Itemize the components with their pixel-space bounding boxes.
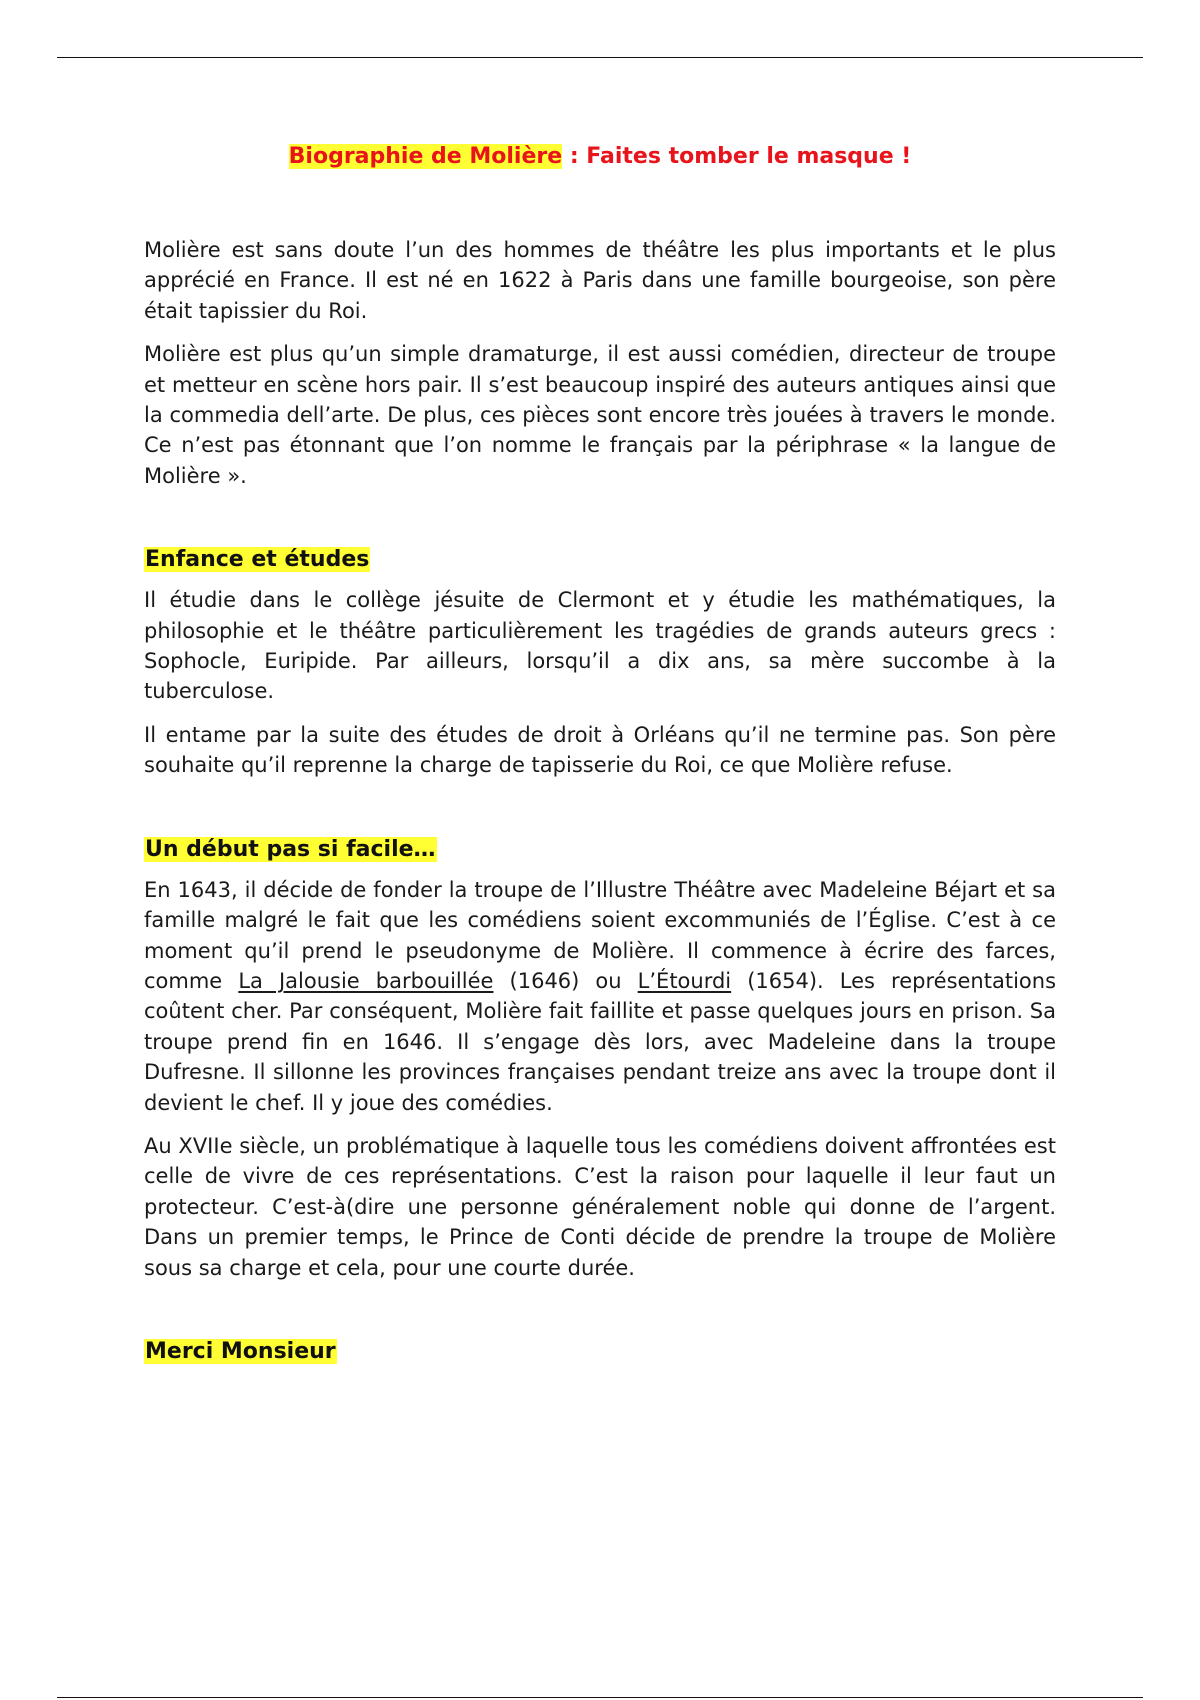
debut-paragraph-2: Au XVIIe siècle, un problématique à laquelle tous les comédiens doivent affrontées est celle de vivre de ces représentations. C’est la raison pour laquelle il leur faut un protecteur. C’est-à(dire une personne généralement noble qui donne de l’argent. Dans un premier temps, le Prince de Conti décide de prendre la troupe de Molière sous sa charge et cela, pour une courte durée. [144, 1133, 1056, 1280]
work-title-jalousie: La Jalousie barbouillée [238, 968, 494, 993]
page-title-highlight: Biographie de Molière [288, 144, 563, 169]
page-title-subtitle: : Faites tomber le masque ! [562, 144, 912, 169]
section-heading-debut-text: Un début pas si facile… [145, 836, 436, 862]
section-heading-enfance [144, 545, 1056, 575]
page-title [0, 142, 1200, 172]
header-rule [57, 57, 1143, 58]
debut-paragraph-1-part-c: (1654). Les représentations coûtent cher. Par conséquent, Molière fait faillite et passe quelques jours en prison. Sa troupe prend fin en 1646. Il s’engage dès lors, avec Madeleine dans la troupe Dufresne. Il sillonne les provinces françaises pendant treize ans avec la troupe dont il devient le chef. Il y joue des comédies. [144, 968, 1057, 1115]
debut-paragraph-1-part-b: (1646) ou [493, 968, 638, 993]
enfance-paragraph-1: Il étudie dans le collège jésuite de Clermont et y étudie les mathématiques, la philosophie et le théâtre particulièrement les tragédies de grands auteurs grecs : Sophocle, Euripide. Par ailleurs, lorsqu’il a dix ans, sa mère succombe à la tuberculose. [144, 588, 1056, 704]
debut-paragraph-1 [144, 875, 1056, 1118]
enfance-paragraph-2: Il entame par la suite des études de droit à Orléans qu’il ne termine pas. Son père souhaite qu’il reprenne la charge de tapisserie du Roi, ce que Molière refuse. [144, 722, 1056, 778]
work-title-etourdi: L’Étourdi [637, 968, 732, 993]
intro-paragraph-1: Molière est sans doute l’un des hommes de théâtre les plus importants et le plus apprécié en France. Il est né en 1622 à Paris dans une famille bourgeoise, son père était tapissier du Roi. [144, 238, 1056, 323]
section-heading-enfance-text: Enfance et études [145, 547, 370, 573]
section-heading-merci-text: Merci Monsieur [145, 1338, 336, 1364]
section-heading-merci [144, 1337, 1056, 1367]
section-heading-debut [144, 835, 1056, 865]
debut-paragraph-1-part-a: En 1643, il décide de fonder la troupe de l’Illustre Théâtre avec Madeleine Béjart et sa famille malgré le fait que les comédiens soient excommuniés de l’Église. C’est à ce moment qu’il prend le pseudonyme de Molière. Il commence à écrire des farces, comme [144, 877, 1056, 993]
intro-paragraph-2: Molière est plus qu’un simple dramaturge, il est aussi comédien, directeur de troupe et metteur en scène hors pair. Il s’est beaucoup inspiré des auteurs antiques ainsi que la commedia dell’arte. De plus, ces pièces sont encore très jouées à travers le monde. Ce n’est pas étonnant que l’on nomme le français par la périphrase « la langue de Molière ». [144, 342, 1056, 488]
footer-rule [57, 1697, 1143, 1698]
document-body [144, 235, 1056, 1377]
